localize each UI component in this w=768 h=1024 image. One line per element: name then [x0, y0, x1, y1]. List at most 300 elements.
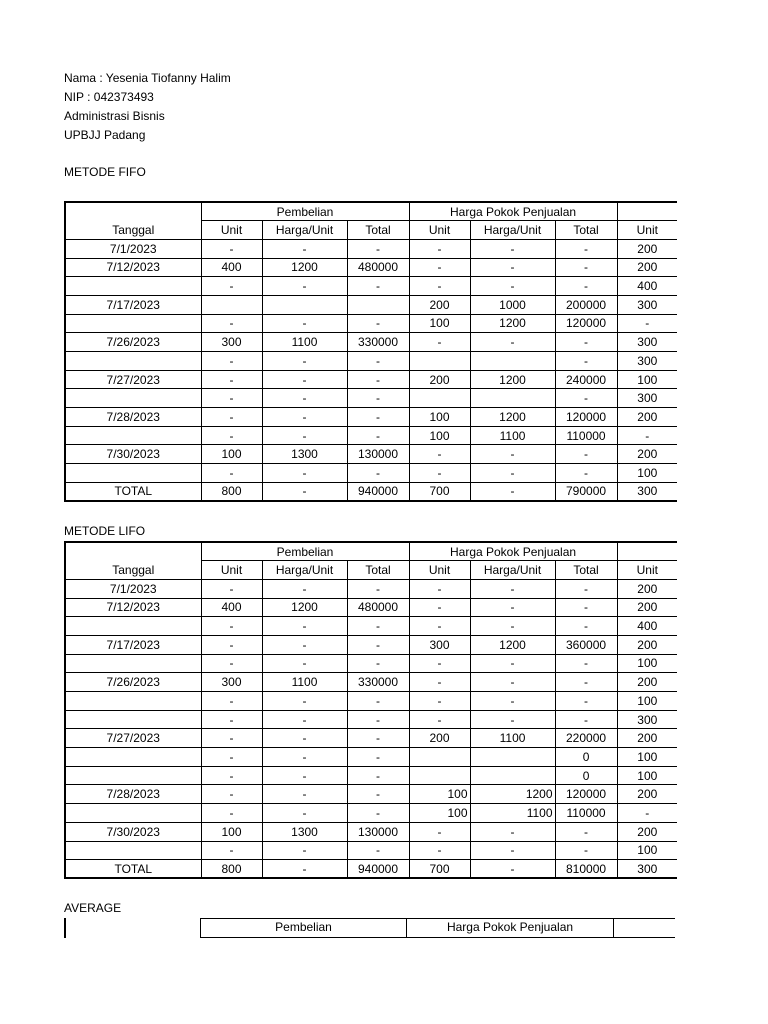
column-header: Harga/Unit — [262, 221, 347, 240]
purchase-total-cell: - — [347, 748, 409, 767]
date-header-top — [65, 542, 201, 561]
table-row — [65, 654, 677, 673]
cogs-unit-cell: - — [409, 239, 470, 258]
average-divider — [613, 918, 614, 938]
cogs-price-cell: - — [470, 692, 555, 711]
table-row — [65, 295, 677, 314]
stock-unit-cell: 100 — [617, 654, 677, 673]
column-header: Harga/Unit — [470, 561, 555, 580]
stock-unit-cell: - — [617, 426, 677, 445]
purchase-price-cell: 1200 — [262, 598, 347, 617]
cogs-price-cell: - — [470, 841, 555, 860]
total-row — [65, 482, 677, 501]
total-label: TOTAL — [65, 482, 201, 501]
cogs-total-cell: - — [555, 258, 617, 277]
cogs-total-cell: - — [555, 352, 617, 371]
purchase-unit-cell: 400 — [201, 258, 262, 277]
date-cell: 7/26/2023 — [65, 333, 201, 352]
cogs-unit-cell: - — [409, 822, 470, 841]
table-row — [65, 408, 677, 427]
stock-unit-cell: 300 — [617, 333, 677, 352]
stock-unit-cell: 300 — [617, 352, 677, 371]
cogs-total-cell: 120000 — [555, 408, 617, 427]
purchase-unit-cell: - — [201, 692, 262, 711]
fifo-section-title: METODE FIFO — [64, 165, 146, 179]
purchase-unit-cell: - — [201, 277, 262, 296]
cogs-total-cell: 0 — [555, 748, 617, 767]
cogs-unit-cell: - — [409, 464, 470, 483]
purchase-price-cell: - — [262, 841, 347, 860]
purchase-total-cell: 480000 — [347, 258, 409, 277]
purchase-unit-cell: - — [201, 654, 262, 673]
group-header-row — [65, 542, 677, 561]
cogs-unit-cell: 100 — [409, 408, 470, 427]
date-cell: 7/17/2023 — [65, 635, 201, 654]
table-row — [65, 617, 677, 636]
table-row — [65, 370, 677, 389]
table-row — [65, 352, 677, 371]
cogs-total-cell: 0 — [555, 766, 617, 785]
cogs-total-cell: 120000 — [555, 314, 617, 333]
table-row — [65, 333, 677, 352]
purchase-total-cell: - — [347, 408, 409, 427]
cogs-total-cell: 240000 — [555, 370, 617, 389]
cogs-unit-cell: - — [409, 654, 470, 673]
column-header-row — [65, 561, 677, 580]
purchase-unit-cell: - — [201, 408, 262, 427]
cogs-price-cell: - — [470, 445, 555, 464]
average-group-hpp: Harga Pokok Penjualan — [446, 920, 574, 934]
date-cell — [65, 710, 201, 729]
cogs-price-cell — [470, 766, 555, 785]
cogs-total-cell: 200000 — [555, 295, 617, 314]
stock-unit-cell: 100 — [617, 464, 677, 483]
purchase-unit-cell: - — [201, 748, 262, 767]
purchase-price-cell: - — [262, 314, 347, 333]
purchase-price-cell: - — [262, 692, 347, 711]
stock-unit-cell: 100 — [617, 841, 677, 860]
purchase-unit-cell: - — [201, 804, 262, 823]
purchase-unit-cell: - — [201, 617, 262, 636]
upbjj-location: UPBJJ Padang — [64, 128, 146, 142]
stock-unit-cell: 100 — [617, 766, 677, 785]
stock-unit-cell: 200 — [617, 635, 677, 654]
purchase-total-cell: 130000 — [347, 445, 409, 464]
cogs-unit-cell: 300 — [409, 635, 470, 654]
purchase-total-cell: - — [347, 804, 409, 823]
purchase-price-cell: - — [262, 748, 347, 767]
total-label: TOTAL — [65, 860, 201, 879]
stock-group-header — [617, 542, 677, 561]
cogs-unit-cell: 100 — [409, 314, 470, 333]
cogs-unit-cell: 100 — [409, 785, 470, 804]
date-cell — [65, 352, 201, 371]
purchase-unit-cell: - — [201, 766, 262, 785]
cogs-price-cell: 1200 — [470, 635, 555, 654]
cogs-total-cell: - — [555, 277, 617, 296]
total-row — [65, 860, 677, 879]
cogs-total-cell: - — [555, 239, 617, 258]
average-header-bottom-border — [200, 937, 675, 938]
cogs-unit-cell — [409, 389, 470, 408]
cogs-unit-cell: - — [409, 258, 470, 277]
purchase-total-cell: - — [347, 370, 409, 389]
date-cell — [65, 654, 201, 673]
column-header: Harga/Unit — [262, 561, 347, 580]
table-row — [65, 841, 677, 860]
cogs-total-cell: - — [555, 654, 617, 673]
cogs-price-cell — [470, 748, 555, 767]
purchase-total-cell: - — [347, 277, 409, 296]
cogs-unit-cell: - — [409, 598, 470, 617]
table-row — [65, 314, 677, 333]
table-row — [65, 426, 677, 445]
total-cogs-total-cell: 810000 — [555, 860, 617, 879]
cogs-unit-cell: 200 — [409, 370, 470, 389]
stock-unit-cell: 100 — [617, 692, 677, 711]
purchase-total-cell: - — [347, 239, 409, 258]
purchase-unit-cell: - — [201, 239, 262, 258]
column-header: Tanggal — [65, 221, 201, 240]
column-header: Unit — [617, 221, 677, 240]
purchase-unit-cell: - — [201, 389, 262, 408]
cogs-unit-cell: - — [409, 673, 470, 692]
purchase-unit-cell: - — [201, 635, 262, 654]
table-row — [65, 277, 677, 296]
table-row — [65, 804, 677, 823]
cogs-total-cell: 360000 — [555, 635, 617, 654]
purchase-price-cell: - — [262, 766, 347, 785]
purchase-price-cell: 1300 — [262, 445, 347, 464]
stock-unit-cell: 300 — [617, 389, 677, 408]
table-row — [65, 710, 677, 729]
date-cell: 7/17/2023 — [65, 295, 201, 314]
date-cell — [65, 389, 201, 408]
total-cogs-price-cell: - — [470, 860, 555, 879]
cogs-unit-cell: - — [409, 841, 470, 860]
purchase-total-cell: - — [347, 766, 409, 785]
cogs-unit-cell: - — [409, 277, 470, 296]
purchase-unit-cell: 400 — [201, 598, 262, 617]
date-cell: 7/30/2023 — [65, 822, 201, 841]
date-cell: 7/27/2023 — [65, 370, 201, 389]
hpp-group-header: Harga Pokok Penjualan — [409, 542, 617, 561]
cogs-price-cell — [470, 352, 555, 371]
total-stock-unit-cell: 300 — [617, 482, 677, 501]
purchase-total-cell: - — [347, 464, 409, 483]
table-row — [65, 785, 677, 804]
purchase-total-cell: - — [347, 389, 409, 408]
stock-unit-cell: 200 — [617, 445, 677, 464]
purchase-total-cell: - — [347, 654, 409, 673]
purchase-unit-cell: - — [201, 370, 262, 389]
cogs-unit-cell: - — [409, 579, 470, 598]
cogs-unit-cell: 200 — [409, 295, 470, 314]
column-header: Total — [555, 561, 617, 580]
table-row — [65, 464, 677, 483]
lifo-section-title: METODE LIFO — [64, 524, 146, 538]
purchase-unit-cell: - — [201, 841, 262, 860]
date-cell: 7/26/2023 — [65, 673, 201, 692]
purchase-price-cell — [262, 295, 347, 314]
table-row — [65, 445, 677, 464]
table-row — [65, 258, 677, 277]
purchase-price-cell: - — [262, 579, 347, 598]
cogs-price-cell: - — [470, 464, 555, 483]
purchase-price-cell: - — [262, 389, 347, 408]
fifo-table — [64, 201, 677, 502]
purchase-unit-cell: 100 — [201, 445, 262, 464]
table-row — [65, 673, 677, 692]
date-cell — [65, 841, 201, 860]
column-header: Total — [555, 221, 617, 240]
table-row — [65, 598, 677, 617]
cogs-price-cell: 1200 — [470, 785, 555, 804]
cogs-price-cell: 1100 — [470, 426, 555, 445]
cogs-total-cell: - — [555, 579, 617, 598]
cogs-total-cell: - — [555, 822, 617, 841]
purchase-total-cell: - — [347, 841, 409, 860]
table-row — [65, 239, 677, 258]
cogs-price-cell: 1200 — [470, 370, 555, 389]
column-header: Unit — [409, 561, 470, 580]
purchase-price-cell: - — [262, 617, 347, 636]
cogs-total-cell: - — [555, 673, 617, 692]
cogs-price-cell: - — [470, 598, 555, 617]
pembelian-group-header: Pembelian — [201, 542, 409, 561]
cogs-unit-cell: - — [409, 710, 470, 729]
fifo-table-body — [65, 202, 677, 501]
table-row — [65, 729, 677, 748]
stock-unit-cell: 200 — [617, 673, 677, 692]
column-header: Harga/Unit — [470, 221, 555, 240]
total-purchase-total-cell: 940000 — [347, 482, 409, 501]
purchase-price-cell: - — [262, 804, 347, 823]
stock-unit-cell: 200 — [617, 785, 677, 804]
cogs-unit-cell: - — [409, 333, 470, 352]
date-cell — [65, 277, 201, 296]
cogs-unit-cell: 200 — [409, 729, 470, 748]
date-cell: 7/1/2023 — [65, 239, 201, 258]
study-program: Administrasi Bisnis — [64, 109, 165, 123]
purchase-price-cell: - — [262, 239, 347, 258]
cogs-unit-cell: - — [409, 445, 470, 464]
stock-unit-cell: 400 — [617, 277, 677, 296]
stock-unit-cell: 200 — [617, 822, 677, 841]
purchase-total-cell: - — [347, 579, 409, 598]
stock-unit-cell: 300 — [617, 710, 677, 729]
cogs-price-cell: - — [470, 617, 555, 636]
purchase-total-cell: - — [347, 426, 409, 445]
purchase-price-cell: - — [262, 785, 347, 804]
cogs-price-cell: 1200 — [470, 314, 555, 333]
purchase-unit-cell: 100 — [201, 822, 262, 841]
table-row — [65, 692, 677, 711]
purchase-price-cell: 1200 — [262, 258, 347, 277]
column-header: Unit — [201, 221, 262, 240]
average-table-header — [64, 918, 675, 938]
date-cell — [65, 426, 201, 445]
purchase-unit-cell: - — [201, 314, 262, 333]
total-cogs-total-cell: 790000 — [555, 482, 617, 501]
cogs-total-cell: - — [555, 841, 617, 860]
purchase-price-cell: - — [262, 635, 347, 654]
lifo-table — [64, 541, 677, 879]
purchase-total-cell: - — [347, 692, 409, 711]
stock-group-header — [617, 202, 677, 221]
date-cell — [65, 748, 201, 767]
purchase-unit-cell: - — [201, 729, 262, 748]
purchase-unit-cell: - — [201, 710, 262, 729]
column-header: Unit — [617, 561, 677, 580]
stock-unit-cell: 200 — [617, 239, 677, 258]
purchase-unit-cell — [201, 295, 262, 314]
purchase-unit-cell: 300 — [201, 673, 262, 692]
purchase-total-cell: 330000 — [347, 673, 409, 692]
purchase-total-cell: 480000 — [347, 598, 409, 617]
purchase-price-cell: - — [262, 408, 347, 427]
column-header: Unit — [201, 561, 262, 580]
purchase-total-cell: - — [347, 729, 409, 748]
hpp-group-header: Harga Pokok Penjualan — [409, 202, 617, 221]
column-header: Unit — [409, 221, 470, 240]
purchase-unit-cell: 300 — [201, 333, 262, 352]
purchase-price-cell: - — [262, 352, 347, 371]
cogs-unit-cell: 100 — [409, 804, 470, 823]
date-cell — [65, 314, 201, 333]
total-purchase-unit-cell: 800 — [201, 860, 262, 879]
purchase-price-cell: - — [262, 277, 347, 296]
purchase-total-cell: - — [347, 314, 409, 333]
purchase-price-cell: 1100 — [262, 673, 347, 692]
cogs-total-cell: - — [555, 333, 617, 352]
cogs-price-cell: - — [470, 673, 555, 692]
date-cell — [65, 464, 201, 483]
table-row — [65, 579, 677, 598]
date-cell: 7/12/2023 — [65, 598, 201, 617]
purchase-price-cell: 1100 — [262, 333, 347, 352]
cogs-price-cell: 1100 — [470, 729, 555, 748]
average-group-pembelian: Pembelian — [275, 920, 332, 934]
pembelian-group-header: Pembelian — [201, 202, 409, 221]
purchase-unit-cell: - — [201, 352, 262, 371]
cogs-price-cell: - — [470, 579, 555, 598]
purchase-total-cell: - — [347, 617, 409, 636]
cogs-unit-cell: 100 — [409, 426, 470, 445]
column-header: Tanggal — [65, 561, 201, 580]
cogs-price-cell: - — [470, 710, 555, 729]
stock-unit-cell: 200 — [617, 258, 677, 277]
student-name: Nama : Yesenia Tiofanny Halim — [64, 71, 231, 85]
cogs-total-cell: 220000 — [555, 729, 617, 748]
purchase-total-cell: - — [347, 635, 409, 654]
purchase-price-cell: - — [262, 710, 347, 729]
total-cogs-unit-cell: 700 — [409, 482, 470, 501]
cogs-unit-cell: - — [409, 617, 470, 636]
purchase-price-cell: - — [262, 426, 347, 445]
table-row — [65, 766, 677, 785]
column-header: Total — [347, 221, 409, 240]
cogs-total-cell: - — [555, 598, 617, 617]
total-purchase-total-cell: 940000 — [347, 860, 409, 879]
cogs-total-cell: - — [555, 389, 617, 408]
purchase-unit-cell: - — [201, 426, 262, 445]
cogs-total-cell: 110000 — [555, 426, 617, 445]
stock-unit-cell: 200 — [617, 729, 677, 748]
cogs-unit-cell — [409, 748, 470, 767]
cogs-price-cell: 1200 — [470, 408, 555, 427]
date-cell — [65, 617, 201, 636]
cogs-total-cell: - — [555, 445, 617, 464]
table-row — [65, 389, 677, 408]
stock-unit-cell: - — [617, 804, 677, 823]
cogs-price-cell — [470, 389, 555, 408]
purchase-unit-cell: - — [201, 785, 262, 804]
table-row — [65, 635, 677, 654]
cogs-price-cell: - — [470, 258, 555, 277]
stock-unit-cell: 300 — [617, 295, 677, 314]
purchase-price-cell: - — [262, 729, 347, 748]
stock-unit-cell: 100 — [617, 748, 677, 767]
group-header-row — [65, 202, 677, 221]
purchase-price-cell: - — [262, 464, 347, 483]
table-row — [65, 748, 677, 767]
lifo-table-body — [65, 542, 677, 878]
table-row — [65, 822, 677, 841]
cogs-price-cell: - — [470, 333, 555, 352]
total-cogs-price-cell: - — [470, 482, 555, 501]
purchase-total-cell: 330000 — [347, 333, 409, 352]
cogs-price-cell: - — [470, 277, 555, 296]
stock-unit-cell: 200 — [617, 408, 677, 427]
student-nip: NIP : 042373493 — [64, 90, 154, 104]
purchase-price-cell: - — [262, 370, 347, 389]
cogs-price-cell: - — [470, 654, 555, 673]
cogs-total-cell: - — [555, 464, 617, 483]
purchase-unit-cell: - — [201, 579, 262, 598]
purchase-total-cell: - — [347, 352, 409, 371]
date-cell: 7/30/2023 — [65, 445, 201, 464]
cogs-price-cell: - — [470, 822, 555, 841]
cogs-total-cell: - — [555, 617, 617, 636]
cogs-price-cell: 1100 — [470, 804, 555, 823]
date-cell: 7/1/2023 — [65, 579, 201, 598]
total-purchase-unit-cell: 800 — [201, 482, 262, 501]
average-left-border — [64, 918, 66, 938]
cogs-unit-cell: - — [409, 692, 470, 711]
date-cell: 7/28/2023 — [65, 408, 201, 427]
cogs-price-cell: - — [470, 239, 555, 258]
cogs-total-cell: - — [555, 710, 617, 729]
date-cell — [65, 766, 201, 785]
date-cell — [65, 692, 201, 711]
cogs-total-cell: 110000 — [555, 804, 617, 823]
purchase-price-cell: - — [262, 654, 347, 673]
date-cell — [65, 804, 201, 823]
purchase-total-cell — [347, 295, 409, 314]
stock-unit-cell: 100 — [617, 370, 677, 389]
date-cell: 7/28/2023 — [65, 785, 201, 804]
purchase-total-cell: - — [347, 785, 409, 804]
cogs-unit-cell — [409, 766, 470, 785]
date-header-top — [65, 202, 201, 221]
purchase-price-cell: 1300 — [262, 822, 347, 841]
cogs-total-cell: 120000 — [555, 785, 617, 804]
total-cogs-unit-cell: 700 — [409, 860, 470, 879]
cogs-total-cell: - — [555, 692, 617, 711]
cogs-unit-cell — [409, 352, 470, 371]
purchase-total-cell: 130000 — [347, 822, 409, 841]
